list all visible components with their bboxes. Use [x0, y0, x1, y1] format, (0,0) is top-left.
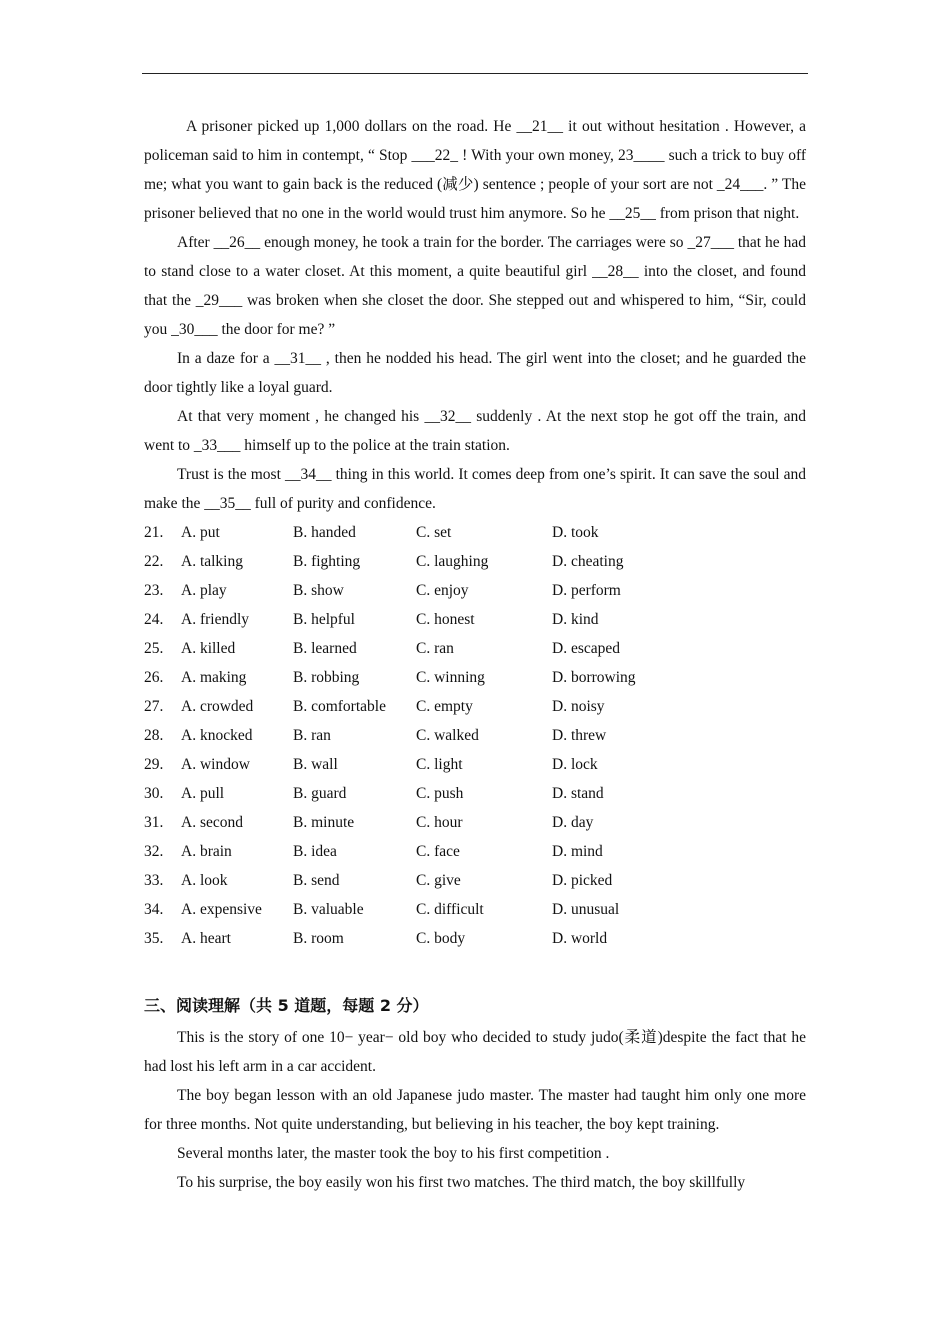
option-d: D. escaped: [552, 640, 620, 657]
option-c: C. laughing: [416, 553, 489, 570]
header-rule: [142, 73, 808, 74]
option-c: C. enjoy: [416, 582, 469, 599]
question-number: 21.: [144, 524, 164, 541]
option-b: B. learned: [293, 640, 357, 657]
question-number: 26.: [144, 669, 164, 686]
option-d: D. kind: [552, 611, 599, 628]
option-b: B. valuable: [293, 901, 364, 918]
option-row: [144, 605, 806, 634]
option-b: B. guard: [293, 785, 347, 802]
option-c: C. light: [416, 756, 463, 773]
question-number: 28.: [144, 727, 164, 744]
option-b: B. minute: [293, 814, 355, 831]
option-row: [144, 837, 806, 866]
option-d: D. unusual: [552, 901, 620, 918]
option-a: A. second: [181, 814, 243, 831]
option-b: B. send: [293, 872, 340, 889]
option-row: [144, 808, 806, 837]
option-c: C. honest: [416, 611, 475, 628]
section-title: 三、阅读理解（共 5 道题，每题 2 分）: [144, 996, 429, 1015]
option-a: A. play: [181, 582, 227, 599]
option-a: A. window: [181, 756, 250, 773]
option-c: C. push: [416, 785, 464, 802]
option-d: D. stand: [552, 785, 604, 802]
question-number: 35.: [144, 930, 164, 947]
reading-paragraph-2: The boy began lesson with an old Japanese judo master. The master had taught him only one more for three months. Not quite understanding, but believing in his teacher, the boy kept training.: [144, 1087, 806, 1133]
option-d: D. perform: [552, 582, 621, 599]
option-b: B. wall: [293, 756, 338, 773]
option-b: B. room: [293, 930, 344, 947]
question-number: 33.: [144, 872, 164, 889]
option-a: A. expensive: [181, 901, 262, 918]
option-d: D. picked: [552, 872, 613, 889]
option-c: C. ran: [416, 640, 454, 657]
option-a: A. killed: [181, 640, 236, 657]
option-a: A. heart: [181, 930, 231, 947]
option-d: D. cheating: [552, 553, 624, 570]
option-c: C. difficult: [416, 901, 484, 918]
question-number: 25.: [144, 640, 164, 657]
option-a: A. look: [181, 872, 228, 889]
option-d: D. took: [552, 524, 599, 541]
question-number: 34.: [144, 901, 164, 918]
option-row: [144, 692, 806, 721]
option-row: [144, 866, 806, 895]
option-row: [144, 750, 806, 779]
option-a: A. making: [181, 669, 247, 686]
option-b: B. show: [293, 582, 344, 599]
question-number: 31.: [144, 814, 164, 831]
option-c: C. set: [416, 524, 452, 541]
cloze-paragraph-2: After __26__ enough money, he took a train for the border. The carriages were so _27___ that he had to stand close to a water closet. At this moment, a quite beautiful girl __28__ into the closet, and found that the _29___ was broken when she closet the door. She stepped out and whispered to him, “Sir, could you _30___ the door for me? ”: [144, 234, 806, 338]
option-a: A. pull: [181, 785, 225, 802]
option-a: A. put: [181, 524, 220, 541]
option-c: C. body: [416, 930, 466, 947]
option-b: B. comfortable: [293, 698, 386, 715]
question-number: 22.: [144, 553, 164, 570]
reading-paragraph-3: Several months later, the master took the boy to his first competition .: [177, 1145, 610, 1162]
option-a: A. crowded: [181, 698, 254, 715]
option-d: D. noisy: [552, 698, 605, 715]
question-number: 27.: [144, 698, 164, 715]
option-c: C. hour: [416, 814, 463, 831]
option-c: C. winning: [416, 669, 485, 686]
option-row: [144, 895, 806, 924]
option-d: D. threw: [552, 727, 607, 744]
option-d: D. world: [552, 930, 608, 947]
option-b: B. helpful: [293, 611, 355, 628]
option-d: D. day: [552, 814, 594, 831]
reading-paragraph-1: This is the story of one 10− year− old boy who decided to study judo(柔道)despite the fact that he had lost his left arm in a car accident.: [144, 1029, 806, 1075]
option-b: B. robbing: [293, 669, 360, 686]
document-page: [144, 112, 806, 1197]
cloze-paragraph-4: At that very moment , he changed his __32__ suddenly . At the next stop he got off the train, and went to _33___ himself up to the police at the train station.: [144, 408, 806, 454]
option-row: [144, 779, 806, 808]
option-b: B. fighting: [293, 553, 361, 570]
option-d: D. mind: [552, 843, 603, 860]
option-d: D. borrowing: [552, 669, 636, 686]
option-c: C. face: [416, 843, 460, 860]
option-row: [144, 547, 806, 576]
option-c: C. walked: [416, 727, 479, 744]
option-a: A. brain: [181, 843, 232, 860]
question-number: 32.: [144, 843, 164, 860]
option-row: [144, 576, 806, 605]
option-c: C. empty: [416, 698, 473, 715]
option-b: B. idea: [293, 843, 337, 860]
cloze-paragraph-5: Trust is the most __34__ thing in this world. It comes deep from one’s spirit. It can save the soul and make the __35__ full of purity and confidence.: [144, 466, 806, 512]
option-b: B. ran: [293, 727, 331, 744]
option-b: B. handed: [293, 524, 356, 541]
option-row: [144, 721, 806, 750]
option-row: [144, 634, 806, 663]
option-row: [144, 663, 806, 692]
option-row: [144, 518, 806, 547]
question-number: 30.: [144, 785, 164, 802]
question-number: 23.: [144, 582, 164, 599]
option-a: A. friendly: [181, 611, 250, 628]
cloze-paragraph-3: In a daze for a __31__ , then he nodded his head. The girl went into the closet; and he guarded the door tightly like a loyal guard.: [144, 350, 806, 396]
reading-paragraph-4: To his surprise, the boy easily won his first two matches. The third match, the boy skillfully: [177, 1174, 746, 1191]
question-number: 24.: [144, 611, 164, 628]
option-c: C. give: [416, 872, 461, 889]
cloze-options-list: [144, 518, 806, 953]
option-row: [144, 924, 806, 953]
question-number: 29.: [144, 756, 164, 773]
option-a: A. knocked: [181, 727, 253, 744]
cloze-paragraph-1: A prisoner picked up 1,000 dollars on the road. He __21__ it out without hesitation . However, a policeman said to him in contempt, “ Stop ___22_ ! With your own money, 23____ such a trick to buy off me; what you want to gain back is the reduced (减少) sentence ; people of your sort are not _24___. ” The prisoner believed that no one in the world would trust him anymore. So he __25__ from prison that night.: [144, 118, 806, 222]
option-a: A. talking: [181, 553, 243, 570]
option-d: D. lock: [552, 756, 598, 773]
